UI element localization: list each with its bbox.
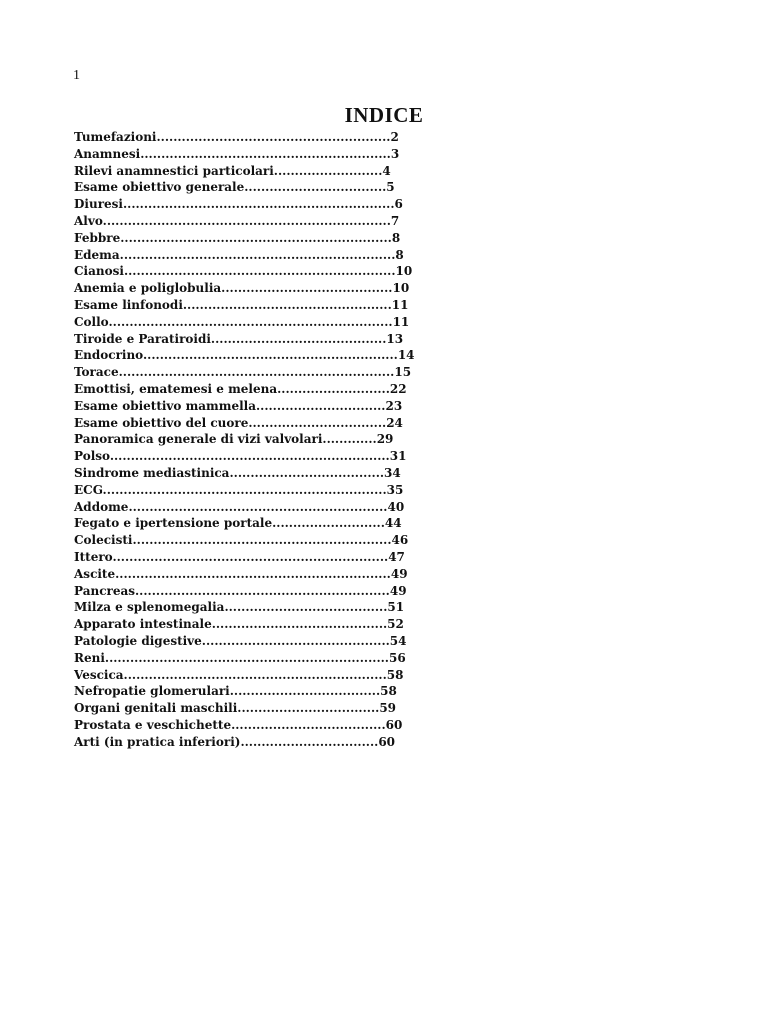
toc-entry xyxy=(74,431,394,448)
toc-entry xyxy=(74,314,410,331)
toc-entry xyxy=(74,381,407,398)
toc-entry-leader-dots: ............................................................ xyxy=(140,146,391,161)
toc-entry-page-number: 34 xyxy=(384,465,401,480)
toc-entry-label: Ittero xyxy=(74,549,113,564)
toc-entry xyxy=(74,532,409,549)
toc-entry-page-number: 11 xyxy=(391,297,409,312)
toc-entry-label: Patologie digestive xyxy=(74,633,202,648)
toc-entry-page-number: 4 xyxy=(382,163,391,178)
toc-entry-page-number: 15 xyxy=(394,365,412,380)
toc-entry-leader-dots: .......................................... xyxy=(210,331,387,346)
toc-entry-page-number: 52 xyxy=(387,617,404,632)
toc-entry-leader-dots: .................................................. xyxy=(182,297,392,312)
toc-entry-leader-dots: .................................................................... xyxy=(108,314,393,329)
toc-entry xyxy=(74,482,404,499)
toc-entry-leader-dots: ................................................................. xyxy=(120,230,392,245)
toc-entry-page-number: 7 xyxy=(390,213,400,228)
toc-entry xyxy=(74,129,399,146)
toc-entry-page-number: 22 xyxy=(389,381,407,396)
toc-entry-label: Anamnesi xyxy=(74,146,141,161)
toc-entry-leader-dots: ....................................... xyxy=(224,600,388,615)
toc-entry-label: Tumefazioni xyxy=(74,130,157,144)
toc-entry xyxy=(74,263,413,280)
toc-entry-leader-dots: ............................................................. xyxy=(135,583,390,598)
toc-entry-page-number: 8 xyxy=(391,230,401,245)
toc-entry xyxy=(74,683,397,700)
toc-entry xyxy=(74,499,405,516)
toc-entry-label: Esame obiettivo generale xyxy=(74,180,245,195)
toc-entry-page-number: 23 xyxy=(385,398,403,413)
toc-entry-leader-dots: ......................................... xyxy=(221,281,393,296)
toc-entry-leader-dots: .................................. xyxy=(237,701,380,716)
toc-entry-page-number: 6 xyxy=(394,197,403,212)
toc-entry-leader-dots: ................................................................... xyxy=(109,449,390,464)
toc-entry xyxy=(74,230,401,247)
toc-entry-page-number: 49 xyxy=(390,566,408,581)
toc-entry xyxy=(74,734,394,751)
toc-entry-page-number: 11 xyxy=(392,314,410,329)
toc-entry-leader-dots: ........................... xyxy=(272,516,385,531)
toc-entry xyxy=(74,331,404,348)
toc-entry xyxy=(74,448,407,465)
toc-entry-leader-dots: .................................................................. xyxy=(112,549,389,564)
toc-entry-label: Anemia e poliglobulia xyxy=(74,281,222,296)
toc-entry-leader-dots: ................................. xyxy=(240,734,379,749)
toc-entry-page-number: 31 xyxy=(389,449,407,464)
toc-entry xyxy=(74,179,394,196)
toc-entry-label: Panoramica generale di vizi valvolari xyxy=(74,432,323,447)
toc-entry-label: Colecisti xyxy=(74,533,133,548)
toc-entry-label: Sindrome mediastinica xyxy=(74,465,230,480)
toc-entry-page-number: 14 xyxy=(397,348,415,363)
toc-entry-leader-dots: .................................... xyxy=(229,684,381,699)
toc-entry xyxy=(74,549,405,566)
toc-entry-leader-dots: ........................................................ xyxy=(156,130,391,144)
toc-entry-leader-dots: ................................. xyxy=(248,415,387,430)
toc-entry-label: ECG xyxy=(74,482,103,497)
toc-entry-page-number: 49 xyxy=(389,583,407,598)
page-number: 1 xyxy=(73,68,80,83)
toc-entry-label: Addome xyxy=(74,499,129,514)
toc-entry xyxy=(74,146,400,163)
toc-entry xyxy=(74,213,400,230)
toc-entry-leader-dots: ..................................... xyxy=(231,717,386,732)
toc-entry-page-number: 60 xyxy=(378,734,396,749)
toc-entry xyxy=(74,667,404,684)
toc-entry-leader-dots: .................................................................... xyxy=(102,482,387,497)
toc-entry xyxy=(74,280,410,297)
toc-entry xyxy=(74,700,397,717)
toc-entry-label: Milza e splenomegalia xyxy=(74,600,225,615)
toc-entry-leader-dots: ..................................................................... xyxy=(102,213,391,228)
toc-entry-page-number: 2 xyxy=(390,130,399,144)
toc-entry-label: Apparato intestinale xyxy=(74,617,212,632)
toc-entry xyxy=(74,583,407,600)
toc-entry-leader-dots: .............................................................. xyxy=(128,499,388,514)
toc-entry-leader-dots: ........................... xyxy=(277,381,390,396)
toc-entry-leader-dots: .................................................................. xyxy=(115,566,391,581)
toc-entry-leader-dots: .......................................... xyxy=(211,617,388,632)
toc-entry xyxy=(74,717,403,734)
toc-entry xyxy=(74,163,394,180)
toc-entry-page-number: 46 xyxy=(391,533,409,548)
toc-entry-page-number: 3 xyxy=(390,146,400,161)
toc-entry-label: Reni xyxy=(74,650,105,665)
toc-entry-page-number: 58 xyxy=(380,684,397,699)
toc-entry-page-number: 10 xyxy=(395,264,413,279)
toc-entry-leader-dots: .................................................................. xyxy=(118,365,395,380)
toc-entry-leader-dots: ................................................................. xyxy=(123,264,396,279)
toc-entry-leader-dots: ................................................................. xyxy=(122,197,395,212)
toc-entry-leader-dots: .................................................................... xyxy=(104,650,389,665)
toc-entry xyxy=(74,616,404,633)
toc-entry-leader-dots: ............................................. xyxy=(201,633,390,648)
toc-entry-leader-dots: .......................... xyxy=(273,163,383,178)
toc-entry-label: Vescica xyxy=(74,667,124,682)
toc-entry xyxy=(74,599,405,616)
toc-entry-label: Collo xyxy=(74,314,109,329)
toc-entry xyxy=(74,566,408,583)
toc-entry xyxy=(74,465,401,482)
table-of-contents xyxy=(74,129,415,750)
toc-entry-page-number: 59 xyxy=(379,701,397,716)
toc-entry-label: Ascite xyxy=(74,566,116,581)
toc-entry-page-number: 29 xyxy=(376,432,394,447)
toc-entry-label: Fegato e ipertensione portale xyxy=(74,516,273,531)
toc-entry-page-number: 5 xyxy=(386,180,395,195)
toc-entry-label: Alvo xyxy=(74,213,103,228)
page-title: INDICE xyxy=(344,103,424,127)
toc-entry-page-number: 10 xyxy=(392,281,410,296)
toc-entry xyxy=(74,364,412,381)
toc-entry-page-number: 24 xyxy=(386,415,403,430)
toc-entry-leader-dots: ..................................... xyxy=(229,465,385,480)
toc-entry-label: Endocrino xyxy=(74,348,143,363)
toc-entry-page-number: 51 xyxy=(387,600,405,615)
toc-entry xyxy=(74,515,402,532)
toc-entry xyxy=(74,347,415,364)
toc-entry-page-number: 35 xyxy=(386,482,404,497)
toc-entry-page-number: 8 xyxy=(395,247,404,262)
toc-entry-label: Pancreas xyxy=(74,583,135,598)
toc-entry-label: Febbre xyxy=(74,230,121,245)
toc-entry-label: Prostata e veschichette xyxy=(74,717,232,732)
toc-entry-leader-dots: .................................. xyxy=(244,180,387,195)
toc-entry-label: Polso xyxy=(74,449,110,464)
toc-entry xyxy=(74,297,409,314)
toc-entry-label: Organi genitali maschili xyxy=(74,701,238,716)
toc-entry-label: Emottisi, ematemesi e melena xyxy=(74,381,278,396)
toc-entry xyxy=(74,650,406,667)
toc-entry-leader-dots: ............................... xyxy=(255,398,386,413)
toc-entry-page-number: 44 xyxy=(384,516,402,531)
toc-entry-leader-dots: .................................................................. xyxy=(119,247,396,262)
toc-entry-label: Esame obiettivo del cuore xyxy=(74,415,249,430)
toc-entry-page-number: 60 xyxy=(385,717,403,732)
toc-entry-leader-dots: ............................................................. xyxy=(142,348,398,363)
toc-entry xyxy=(74,633,407,650)
toc-entry-page-number: 13 xyxy=(386,331,404,346)
toc-entry-page-number: 56 xyxy=(388,650,406,665)
toc-entry-label: Edema xyxy=(74,247,120,262)
toc-entry-label: Esame linfonodi xyxy=(74,297,183,312)
toc-entry-label: Torace xyxy=(74,365,119,380)
toc-entry-leader-dots: ............. xyxy=(322,432,377,447)
toc-entry-page-number: 40 xyxy=(387,499,405,514)
toc-entry-leader-dots: .............................................................. xyxy=(132,533,392,548)
toc-entry-page-number: 47 xyxy=(388,549,405,564)
toc-entry xyxy=(74,398,403,415)
toc-entry xyxy=(74,196,403,213)
toc-entry-label: Diuresi xyxy=(74,197,123,212)
toc-entry-leader-dots: ............................................................... xyxy=(123,667,387,682)
toc-entry xyxy=(74,247,404,264)
toc-entry-label: Tiroide e Paratiroidi xyxy=(74,331,211,346)
toc-entry xyxy=(74,415,403,432)
toc-entry-label: Cianosi xyxy=(74,264,124,279)
toc-entry-label: Esame obiettivo mammella xyxy=(74,398,256,413)
toc-entry-label: Arti (in pratica inferiori) xyxy=(74,734,241,749)
toc-entry-label: Rilevi anamnestici particolari xyxy=(74,163,274,178)
toc-entry-page-number: 58 xyxy=(386,667,404,682)
toc-entry-label: Nefropatie glomerulari xyxy=(74,684,230,699)
toc-entry-page-number: 54 xyxy=(389,633,407,648)
